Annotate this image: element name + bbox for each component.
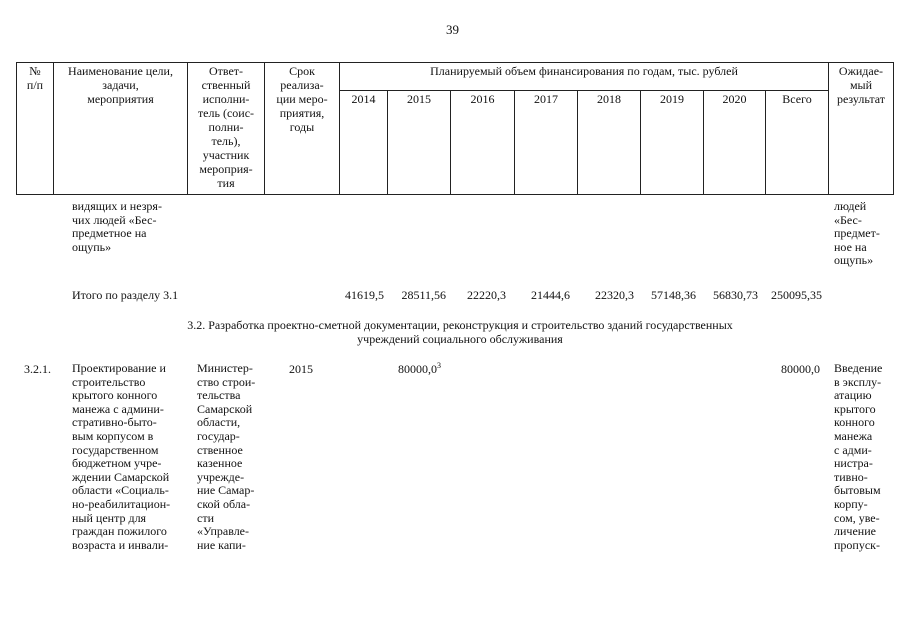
total-2017: 21444,6 <box>531 288 570 302</box>
header-term: Срок реализа- ции меро- приятия, годы <box>265 63 340 195</box>
header-name: Наименование цели, задачи, мероприятия <box>54 63 188 195</box>
item-number: 3.2.1. <box>24 362 51 376</box>
header-year: 2020 <box>704 91 766 195</box>
header-responsible: Ответ- ственный исполни- тель (соис- полни- тель), участник мероприя- тия <box>188 63 265 195</box>
header-number: № п/п <box>17 63 54 195</box>
total-all: 250095,35 <box>771 288 822 302</box>
page-number: 39 <box>446 22 459 37</box>
header-year: 2018 <box>578 91 641 195</box>
total-2016: 22220,3 <box>467 288 506 302</box>
total-2014: 41619,5 <box>345 288 384 302</box>
header-year: 2017 <box>515 91 578 195</box>
item-total: 80000,0 <box>781 362 820 376</box>
header-year: 2014 <box>340 91 388 195</box>
item-term: 2015 <box>289 362 313 376</box>
total-label: Итого по разделу 3.1 <box>72 288 179 302</box>
section-title: 3.2. Разработка проектно-сметной документации, реконструкция и строительство зданий государственных учреждений социального обслуживания <box>187 318 733 346</box>
header-financing: Планируемый объем финансирования по годам, тыс. рублей <box>340 63 829 91</box>
total-2020: 56830,73 <box>713 288 758 302</box>
continued-result: людей «Бес- предмет- ное на ощупь» <box>834 199 880 268</box>
table-header <box>16 62 894 195</box>
item-name: Проектирование и строительство крытого конного манежа с админи- стративно-быто- вым корпусом в государственном бюджетном учре- ждении Самарской области «Социаль- но-реабилитацион- ный центр для граждан пожилого возраста и инвали- <box>72 361 171 552</box>
item-result: Введение в эксплу- атацию крытого конного манежа с адми- нистра- тивно- бытовым корпу- сом, уве- личение пропуск- <box>834 361 883 552</box>
total-2018: 22320,3 <box>595 288 634 302</box>
header-year: 2016 <box>451 91 515 195</box>
header-year-total: Всего <box>766 91 829 195</box>
total-2015: 28511,56 <box>401 288 446 302</box>
item-value-2015: 80000,0$^3$ <box>398 361 441 376</box>
item-responsible: Министер- ство строи- тельства Самарской области, государ- ственное казенное учрежде- ние Самар- ской обла- сти «Управле- ние капи- <box>197 361 256 552</box>
header-year: 2015 <box>388 91 451 195</box>
total-2019: 57148,36 <box>651 288 696 302</box>
continued-name: видящих и незря- чих людей «Бес- предметное на ощупь» <box>72 199 162 254</box>
header-result: Ожидае- мый результат <box>829 63 894 195</box>
header-year: 2019 <box>641 91 704 195</box>
footnote-mark: 3 <box>437 361 441 370</box>
